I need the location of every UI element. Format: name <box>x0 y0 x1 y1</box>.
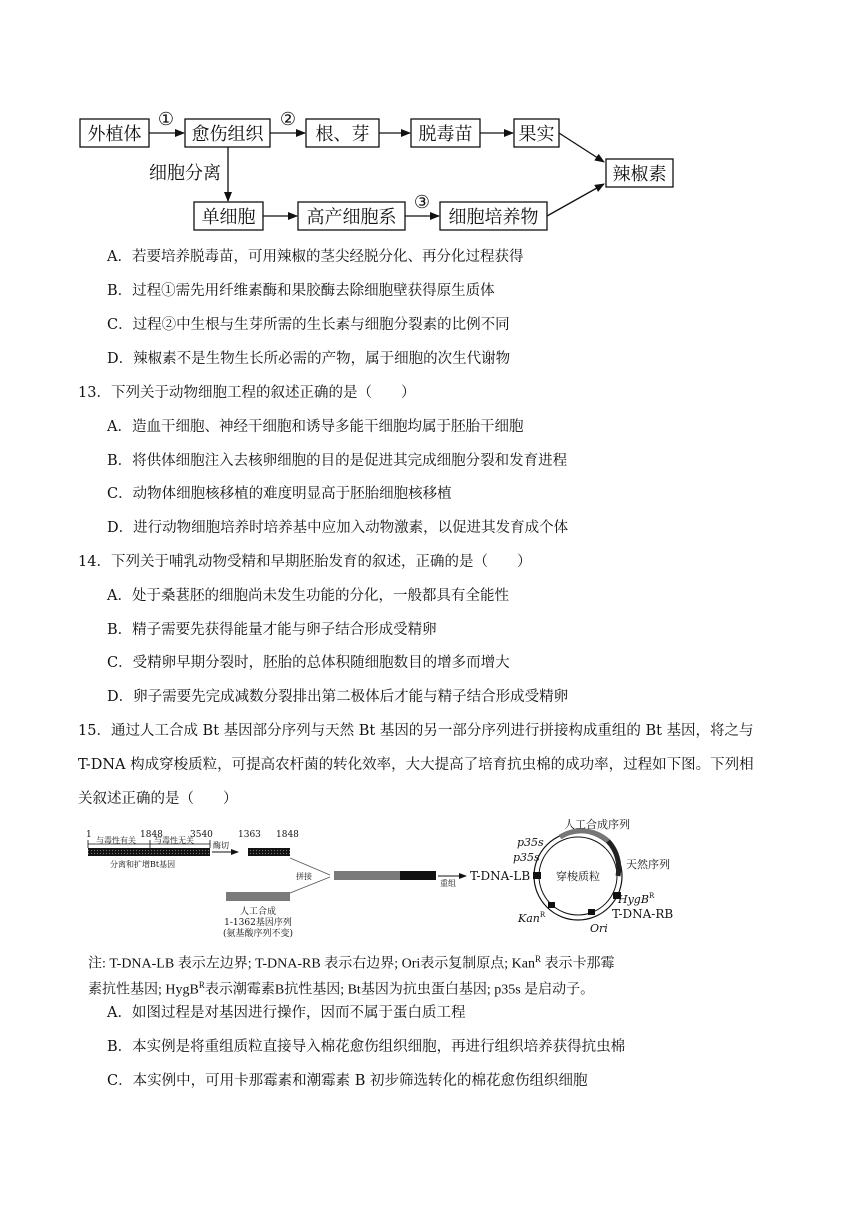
kan-label: Kan$^R$ <box>518 911 546 925</box>
q14-option-c: C．受精卵早期分裂时，胚胎的总体积随细胞数目的增多而增大 <box>107 655 510 671</box>
synthetic-part-bar <box>334 871 400 880</box>
q12-option-a: A．若要培养脱毒苗，可用辣椒的茎尖经脱分化、再分化过程获得 <box>107 249 524 265</box>
plasmid-kan-block <box>548 902 555 908</box>
plasmid-lb-block <box>533 872 541 879</box>
p35s-label-1: p35s <box>517 836 544 849</box>
q13-option-a: A．造血干细胞、神经干细胞和诱导多能干细胞均属于胚胎干细胞 <box>107 419 524 435</box>
ori-label: Ori <box>590 922 608 935</box>
natural-seq-label: 天然序列 <box>626 858 670 871</box>
p35s-label-2: p35s <box>513 851 540 864</box>
plasmid-synthetic-segment <box>560 831 608 841</box>
q15-option-b: B．本实例是将重组质粒直接导入棉花愈伤组织细胞，再进行组织培养获得抗虫棉 <box>107 1039 626 1055</box>
tdna-rb-label: T-DNA-RB <box>612 907 674 921</box>
cut-label: 酶切 <box>213 841 229 850</box>
synth-label-1: 人工合成 <box>239 907 277 917</box>
plasmid-ori-block <box>588 909 595 915</box>
step-1-label: ① <box>157 109 175 130</box>
nontoxic-label: 与毒性无关 <box>154 836 194 845</box>
synth-label-3: (氨基酸序列不变) <box>222 929 294 939</box>
synth-label-2: 1-1362基因序列 <box>224 918 292 928</box>
q13-option-c: C．动物体细胞核移植的难度明显高于胚胎细胞核移植 <box>107 486 452 502</box>
q12-option-b: B．过程①需先用纤维素酶和果胶酶去除细胞壁获得原生质体 <box>107 283 495 299</box>
q14-option-b: B．精子需要先获得能量才能与卵子结合形成受精卵 <box>107 622 437 638</box>
node-explant: 外植体 <box>87 124 142 145</box>
q14-option-d: D．卵子需要先完成减数分裂排出第二极体后才能与精子结合形成受精卵 <box>107 689 569 705</box>
toxic-label: 与毒性有关 <box>96 836 136 845</box>
figure-note <box>88 949 688 1000</box>
q15-stem-line-2: T-DNA 构成穿梭质粒，可提高农杆菌的转化效率，大大提高了培育抗虫棉的成功率，过程如下图。下列相 <box>78 757 754 773</box>
isolate-label: 分离和扩增Bt基因 <box>110 860 176 869</box>
pos-3540: 3540 <box>190 830 213 840</box>
q12-option-d: D．辣椒素不是生物生长所必需的产物，属于细胞的次生代谢物 <box>107 351 511 367</box>
node-culture: 细胞培养物 <box>448 207 539 228</box>
node-high-yield: 高产细胞系 <box>306 207 397 228</box>
q13-option-d: D．进行动物细胞培养时培养基中应加入动物激素，以促进其发育成个体 <box>107 520 569 536</box>
q12-option-c: C．过程②中生根与生芽所需的生长素与细胞分裂素的比例不同 <box>107 317 510 333</box>
step-2-label: ② <box>279 109 297 130</box>
note-line-1: 注: T-DNA-LB 表示左边界; T-DNA-RB 表示右边界; Ori表示复制原点; Kan$^R$ 表示卡那霉 <box>88 954 615 972</box>
q14-option-a: A．处于桑葚胚的细胞尚未发生功能的分化，一般都具有全能性 <box>107 588 509 604</box>
q13-stem: 13．下列关于动物细胞工程的叙述正确的是（ ） <box>78 385 416 401</box>
step-3-label: ③ <box>413 192 431 213</box>
bt-gene-plasmid-figure <box>0 810 860 950</box>
splice-label: 拼接 <box>296 872 312 881</box>
q15-option-a: A．如图过程是对基因进行操作，因而不属于蛋白质工程 <box>107 1005 466 1021</box>
hyg-label: HygB$^R$ <box>618 892 655 906</box>
recombine-label: 重组 <box>440 879 456 888</box>
note-line-2: 素抗性基因; HygB$^R$表示潮霉素B抗性基因; Bt基因为抗虫蛋白基因; p35s 是启动子。 <box>88 979 595 998</box>
synth-seq-label: 人工合成序列 <box>564 818 630 831</box>
tdna-lb-label: T-DNA-LB <box>470 869 531 883</box>
pos-1363: 1363 <box>238 830 261 840</box>
q15-stem-line-1: 15．通过人工合成 Bt 基因部分序列与天然 Bt 基因的另一部分序列进行拼接构成重组的 Bt 基因，将之与 <box>78 723 754 739</box>
pos-1848: 1848 <box>140 830 163 840</box>
q15-stem-line-3: 关叙述正确的是（ ） <box>78 791 238 807</box>
node-single-cell: 单细胞 <box>201 207 256 228</box>
native-part-bar <box>400 871 436 880</box>
q13-option-b: B．将供体细胞注入去核卵细胞的目的是促进其完成细胞分裂和发育进程 <box>107 453 568 469</box>
node-root-bud: 根、芽 <box>315 124 370 145</box>
pos-1848b: 1848 <box>276 830 299 840</box>
node-virus-free: 脱毒苗 <box>418 124 473 145</box>
node-capsaicin: 辣椒素 <box>612 164 667 185</box>
synthetic-gene-bar <box>226 892 290 901</box>
q14-stem: 14．下列关于哺乳动物受精和早期胚胎发育的叙述，正确的是（ ） <box>78 554 532 570</box>
pos-1: 1 <box>86 830 92 840</box>
node-callus: 愈伤组织 <box>191 124 264 145</box>
q15-option-c: C．本实例中，可用卡那霉素和潮霉素 B 初步筛选转化的棉花愈伤组织细胞 <box>107 1073 588 1089</box>
tissue-culture-flow-diagram <box>0 0 860 240</box>
node-fruit: 果实 <box>518 124 555 145</box>
plasmid-label: 穿梭质粒 <box>556 870 600 883</box>
separate-label: 细胞分离 <box>149 163 221 184</box>
cut-fragment-bar <box>248 848 290 856</box>
native-bt-gene-bar <box>88 848 210 856</box>
